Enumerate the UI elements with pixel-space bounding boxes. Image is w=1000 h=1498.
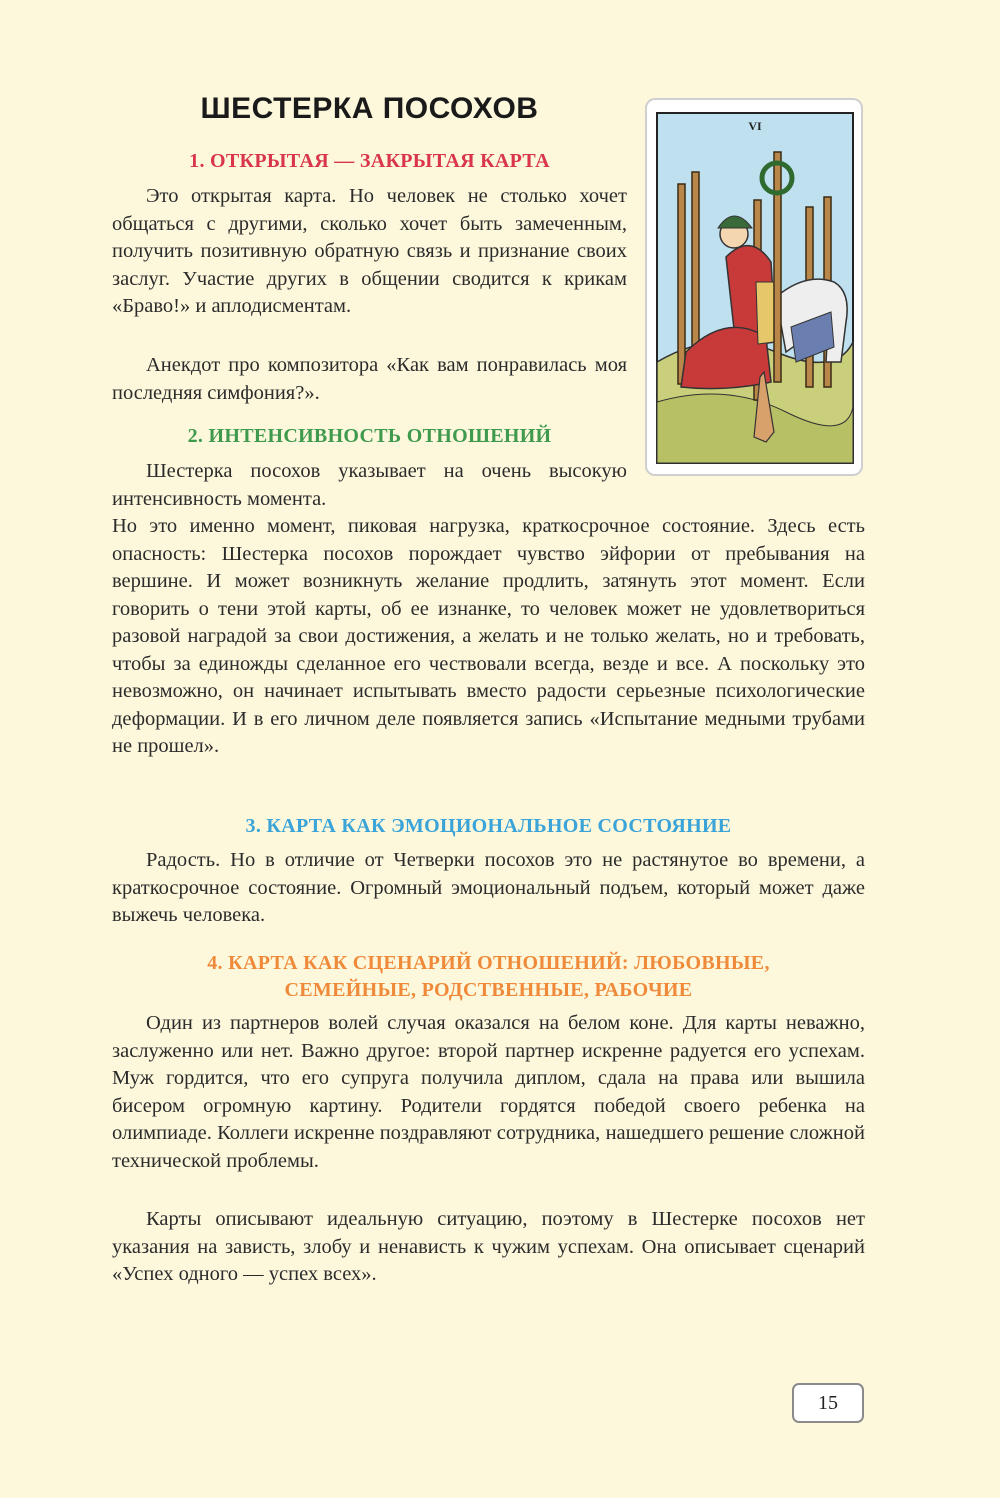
paragraph-rest: Но это именно момент, пиковая нагрузка, краткосрочное состояние. Здесь есть опасность: Шестерка посохов порождает чувство эйфории от пребывания на вершине. И может возникнуть желание продлить, затянуть этот момент. Если говорить о тени этой карты, об ее изнанке, то человек может не удовлетвориться разовой наградой за свои достижения, а желать и не только желать, но и требовать, чтобы за единожды сделанное его чествовали всегда, везде и все. А поскольку это невозможно, он начинает испытывать вместо радости серьезные психологические деформации. И в его личном деле появляется запись «Испытание медными трубами не прошел». [112,515,865,757]
section-heading [112,950,865,1004]
six-of-wands-illustration [656,112,854,464]
section-heading: 3. КАРТА КАК ЭМОЦИОНАЛЬНОЕ СОСТОЯНИЕ [245,815,732,837]
paragraph: Один из партнеров волей случая оказался на белом коне. Для карты неважно, заслуженно или нет. Важно другое: второй партнер искренне радуется его успехам. Муж гордится, что его супруга получила диплом, сдала на права или вышила бисером огромную картину. Родители гордятся победой своего ребенка на олимпиаде. Коллеги искренне поздравляют сотрудника, нашедшего решение сложной технической проблемы. [112,1012,865,1172]
heading-line: СЕМЕЙНЫЕ, РОДСТВЕННЫЕ, РАБОЧИЕ [284,979,693,1001]
paragraph [112,458,865,761]
paragraph: Анекдот про композитора «Как вам понравилась моя последняя симфония?». [112,354,627,404]
paragraph-lead: Шестерка посохов указывает на очень высокую интенсивность момента. [112,460,627,510]
heading-line: 4. КАРТА КАК СЦЕНАРИЙ ОТНОШЕНИЙ: ЛЮБОВНЫЕ, [207,952,770,974]
card-numeral: VI [748,119,762,133]
section-heading: 1. ОТКРЫТАЯ — ЗАКРЫТАЯ КАРТА [189,150,550,172]
tarot-card-image [645,98,863,476]
section-heading: 2. ИНТЕНСИВНОСТЬ ОТНОШЕНИЙ [187,425,552,447]
page-title: ШЕСТЕРКА ПОСОХОВ [200,92,539,125]
page-number: 15 [792,1383,864,1423]
paragraph: Радость. Но в отличие от Четверки посохов это не растянутое во времени, а краткосрочное состояние. Огромный эмоциональный подъем, который может даже выжечь человека. [112,849,865,926]
paragraph: Это открытая карта. Но человек не столько хочет общаться с другими, сколько хочет быть замеченным, получить позитивную обратную связь и признание своих заслуг. Участие других в общении сводится к крикам «Браво!» и аплодисментам. [112,185,627,317]
paragraph: Карты описывают идеальную ситуацию, поэтому в Шестерке посохов нет указания на зависть, злобу и ненависть к чужим успехам. Она описывает сценарий «Успех одного — успех всех». [112,1208,865,1285]
